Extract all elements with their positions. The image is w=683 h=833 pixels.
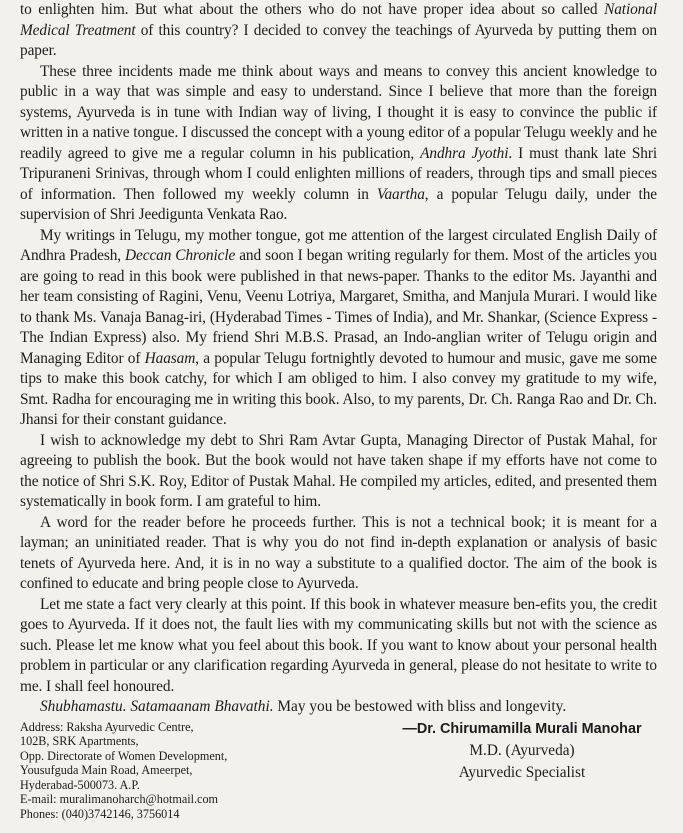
closing-line [20,697,657,718]
paragraph [20,513,657,595]
paragraph-text: of this country? I decided to convey the teachings of Ayurveda by putting them on paper. [20,21,657,59]
footer [20,718,657,833]
author-title: Ayurvedic Specialist [458,763,586,781]
italic-title: Deccan Chronicle [125,247,236,264]
address-line: Hyderabad-500073. A.P. [20,777,140,792]
paragraph-text: , a popular Telugu fortnightly devoted to humour and music, gave me some tips to make this book catchy, for which I am obliged to him. I also convey my gratitude to my wife, Smt. Radha for encouraging me in writing this book. Also, to my parents, Dr. Ch. Ranga Rao and Dr. Ch. Jhansi for their constant guidance. [20,349,657,428]
address-line: 102B, SRK Apartments, [20,734,139,749]
phone-line: Phones: (040)3742146, 3756014 [20,807,180,822]
address-line: Yousufguda Main Road, Ameerpet, [20,763,193,778]
closing-wish: May you be bestowed with bliss and longevity. [273,698,567,715]
italic-title: National Medical Treatment [20,1,657,39]
paragraph [20,595,657,698]
address-line: Address: Raksha Ayurvedic Centre, [20,719,194,734]
address-block [20,720,320,822]
paragraph-text: A word for the reader before he proceeds further. This is not a technical book; it is meant for a layman; an uninitiated reader. That is why you do not find in-depth explanation or analysis of basic tenets of Ayurveda here. And, it is in no way a substitute to a qualified doctor. The aim of the book is confined to educate and bring people close to Ayurveda. [20,513,657,592]
paragraph-text: Let me state a fact very clearly at this point. If this book in whatever measure ben-efits you, the credit goes to Ayurveda. If it does not, the fault lies with my communicating skills but not with the science as such. Please let me know what you feel about this book. If you want to know about your personal health problem in particular or any clarification regarding Ayurveda in general, please do not hesitate to write to me. I shall feel honoured. [20,595,657,695]
author-degree: M.D. (Ayurveda) [469,741,575,759]
paragraph-text: to enlighten him. But what about the others who do not have proper idea about so called [20,1,605,18]
paragraph-text: . I must thank late Shri Tripuraneni Srinivas, through whom I could enlighten millions of readers, through tips and small pieces of information. Then followed my weekly column in [20,144,658,203]
paragraph [20,62,657,226]
italic-title: Haasam [144,349,196,367]
address-line: Opp. Directorate of Women Development, [20,748,228,763]
author-name: —Dr. Chirumamilla Murali Manohar [402,720,642,737]
paragraph-text: , a popular Telugu daily, under the supervision of Shri Jeedigunta Venkata Rao. [20,185,657,223]
paragraph [20,431,657,513]
email-line: E-mail: muralimanoharch@hotmail.com [20,792,219,807]
paragraph-text: These three incidents made me think about ways and means to convey this ancient knowledge to public in a way that was simple and easy to understand. Since I believe that more than the foreign systems, Ayurveda is in tune with Indian way of living, I thought it is easy to convince the public if written in a native tongue. I discussed the concept with a young editor of a popular Telugu weekly and he readily agreed to give me a regular column in his publication, [20,62,657,162]
paragraph-text: My writings in Telugu, my mother tongue, got me attention of the largest circulated English Daily of Andhra Pradesh, [20,226,657,264]
paragraph-text: and soon I began writing regularly for them. Most of the articles you are going to read in this book were published in that news-paper. Thanks to the editor Ms. Jayanthi and her team consisting of Ragini, Venu, Veenu Lotriya, Margaret, Smitha, and Manjula Murari. I would like to thank Ms. Vanaja Banag-iri, (Hyderabad Times - Times of India), and Mr. Shankar, (Science Express - The Indian Express) also. My friend Shri M.B.S. Prasad, an Indo-anglian writer of Telugu origin and Managing Editor of [20,247,657,367]
paragraph [20,226,657,431]
paragraph-text: I wish to acknowledge my debt to Shri Ram Avtar Gupta, Managing Director of Pustak Mahal, for agreeing to publish the book. But the book would not have taken shape if my efforts have not come to the notice of Shri S.K. Roy, Editor of Pustak Mahal. He compiled my articles, edited, and presented them systematically in book form. I am grateful to him. [20,431,657,510]
signature-block [387,718,657,784]
italic-title: Vaartha [376,185,425,203]
preface-body [20,0,657,697]
closing-blessing: Shubhamastu. Satamaanam Bhavathi. [40,698,274,715]
paragraph [20,0,657,62]
italic-title: Andhra Jyothi [420,144,509,162]
